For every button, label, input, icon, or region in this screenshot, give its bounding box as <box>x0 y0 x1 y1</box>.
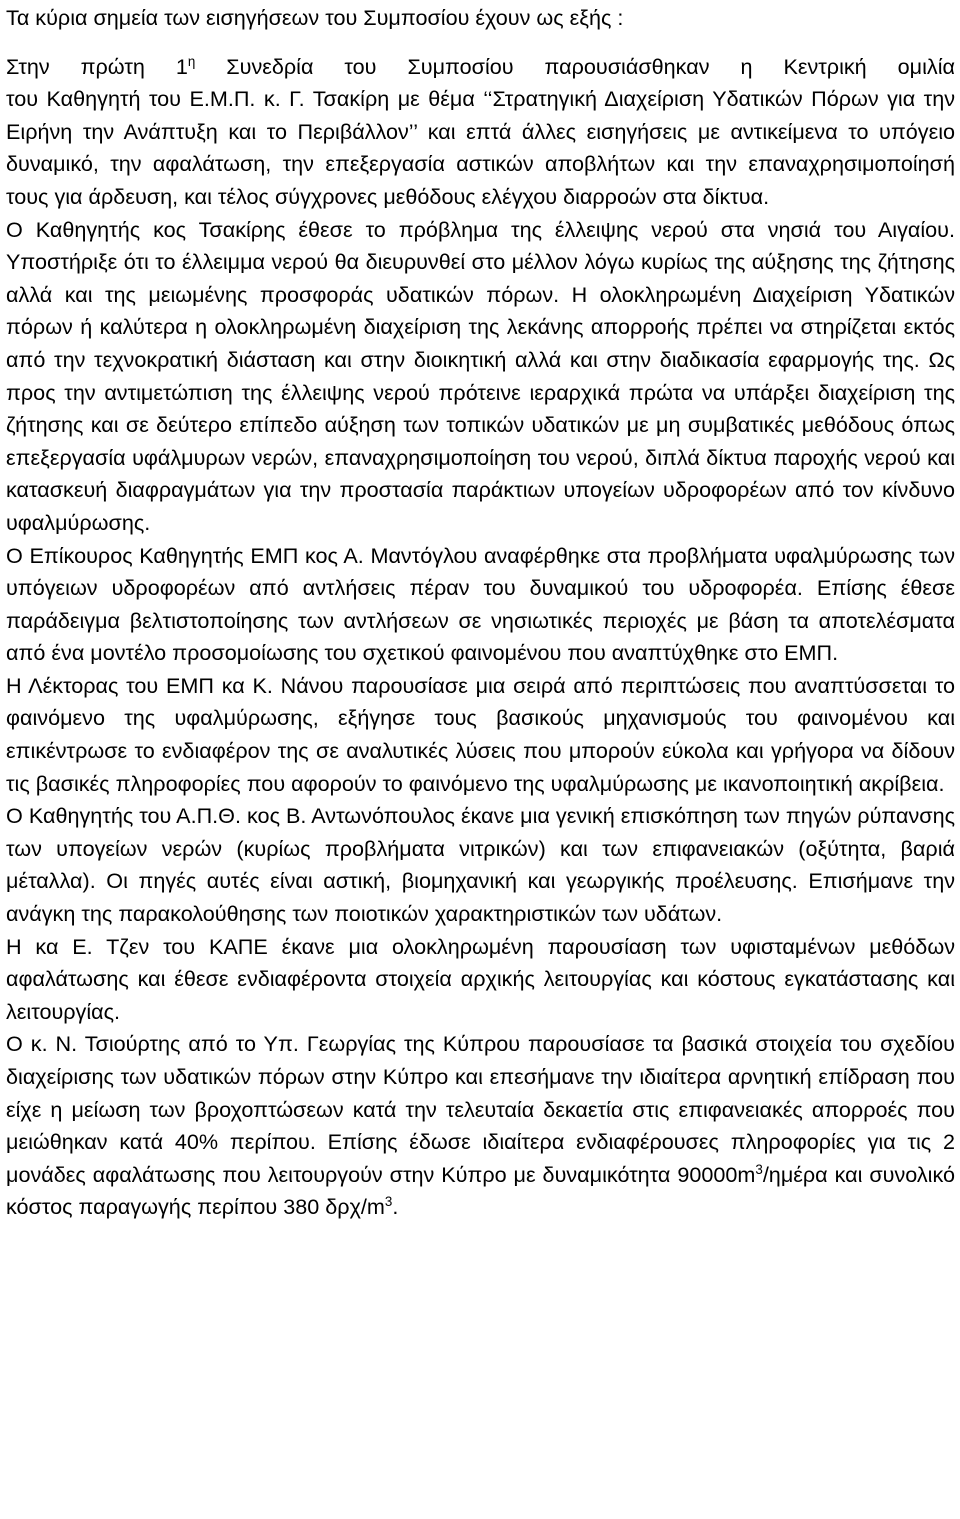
paragraph-7-superscript-2: 3 <box>384 1194 393 1210</box>
intro-line: Τα κύρια σημεία των εισηγήσεων του Συμποσίου έχουν ως εξής : <box>6 5 624 30</box>
opening-prefix: Στην πρώτη 1 <box>6 53 188 79</box>
paragraph-7-text: Ο κ. Ν. Τσιούρτης από το Υπ. Γεωργίας της Κύπρου παρουσίασε τα βασικά στοιχεία του σχεδίου διαχείρισης των υδατικών πόρων στην Κύπρο και επεσήμανε την ιδιαίτερα αρνητική επίδραση που είχε η μείωση των βροχοπτώσεων κατά την τελευταία δεκαετία στις επιφανειακές απορροές που μειώθηκαν κατά 40% περίπου. Επίσης έδωσε ιδιαίτερα ενδιαφέρουσες πληροφορίες για τις 2 μονάδες αφαλάτωσης που λειτουργούν στην Κύπρο με δυναμικότητα 90000m <box>6 1031 955 1187</box>
paragraph-7-superscript-1: 3 <box>755 1161 763 1177</box>
paragraph-2: Ο Καθηγητής κος Τσακίρης έθεσε το πρόβλημα της έλλειψης νερού στα νησιά του Αιγαίου. Υποστήριξε ότι το έλλειμμα νερού θα διευρυνθεί στο μέλλον λόγω κυρίως της αύξησης της ζήτησης αλλά και της μειωμένης προσφοράς υδατικών πόρων. Η ολοκληρωμένη Διαχείριση Υδατικών πόρων ή καλύτερα η ολοκληρωμένη διαχείριση της λεκάνης απορροής πρέπει να στηρίζεται εκτός από την τεχνοκρατική διάσταση και στην διοικητική αλλά και στην διαδικασία εφαρμογής της. Ως προς την αντιμετώπιση της έλλειψης νερού πρότεινε ιεραρχικά πρώτα να υπάρξει διαχείριση της ζήτησης και σε δεύτερο επίπεδο αύξηση των τοπικών υδατικών με μη συμβατικές μεθόδους όπως επεξεργασία υφάλμυρων νερών, επαναχρησιμοποίηση του νερού, διπλά δίκτυα παροχής νερού και κατασκευή διαφραγμάτων για την προστασία παράκτιων υπογείων υδροφορέων από τον κίνδυνο υφαλμύρωσης. <box>6 216 955 535</box>
opening-suffix: Συνεδρία του Συμποσίου παρουσιάσθηκαν η Κεντρική ομιλία <box>195 53 955 79</box>
session-paragraph <box>6 51 955 214</box>
opening-line <box>6 51 955 84</box>
paragraph-4: Η Λέκτορας του ΕΜΠ κα Κ. Νάνου παρουσίασε μια σειρά από περιπτώσεις που αναπτύσσεται το φαινόμενο της υφαλμύρωσης, εξήγησε τους βασικούς μηχανισμούς του φαινομένου και επικέντρωσε το ενδιαφέρον της σε αναλυτικές λύσεις που μπορούν εύκολα και γρήγορα να δίδουν τις βασικές πληροφορίες που αφορούν το φαινόμενο της υφαλμύρωσης με ικανοποιητική ακρίβεια. <box>6 672 955 796</box>
paragraph-7-end: . <box>392 1194 399 1220</box>
opening-superscript: η <box>187 53 196 69</box>
paragraph-6: Η κα Ε. Τζεν του ΚΑΠΕ έκανε μια ολοκληρωμένη παρουσίαση των υφισταμένων μεθόδων αφαλάτωσης και έθεσε ενδιαφέροντα στοιχεία αρχικής λειτουργίας και κόστους εγκατάστασης και λειτουργίας. <box>6 933 955 1024</box>
paragraph-1: του Καθηγητή του Ε.Μ.Π. κ. Γ. Τσακίρη με θέμα ‘‘Στρατηγική Διαχείριση Υδατικών Πόρων για την Ειρήνη την Ανάπτυξη και το Περιβάλλον’’ και επτά άλλες εισηγήσεις με αντικείμενα το υπόγειο δυναμικό, την αφαλάτωση, την επεξεργασία αστικών αποβλήτων και την επαναχρησιμοποίησή τους για άρδευση, και τέλος σύγχρονες μεθόδους ελέγχου διαρροών στα δίκτυα. <box>6 86 955 209</box>
paragraph-3: Ο Επίκουρος Καθηγητής ΕΜΠ κος Α. Μαντόγλου αναφέρθηκε στα προβλήματα υφαλμύρωσης των υπόγειων υδροφορέων από αντλήσεις πέραν του δυναμικού του υδροφορέα. Επίσης έθεσε παράδειγμα βελτιστοποίησης των αντλήσεων σε νησιωτικές περιοχές με βάση τα αποτελέσματα από ένα μοντέλο προσομοίωσης του σχετικού φαινομένου που αναπτύχθηκε στο ΕΜΠ. <box>6 542 955 666</box>
paragraph-7 <box>6 1028 955 1224</box>
paragraph-7-middle: /ημέρα και συνολικό κόστος παραγωγής περίπου 380 δρχ/m <box>6 1161 956 1220</box>
paragraph-5: Ο Καθηγητής του Α.Π.Θ. κος Β. Αντωνόπουλος έκανε μια γενική επισκόπηση των πηγών ρύπανσης των υπογείων νερών (κυρίως προβλήματα νιτρικών) και των επιφανειακών (οξύτητα, βαριά μέταλλα). Οι πηγές αυτές είναι αστική, βιομηχανική και γεωργικής προέλευσης. Επισήμανε την ανάγκη της παρακολούθησης των ποιοτικών χαρακτηριστικών των υδάτων. <box>6 803 955 927</box>
